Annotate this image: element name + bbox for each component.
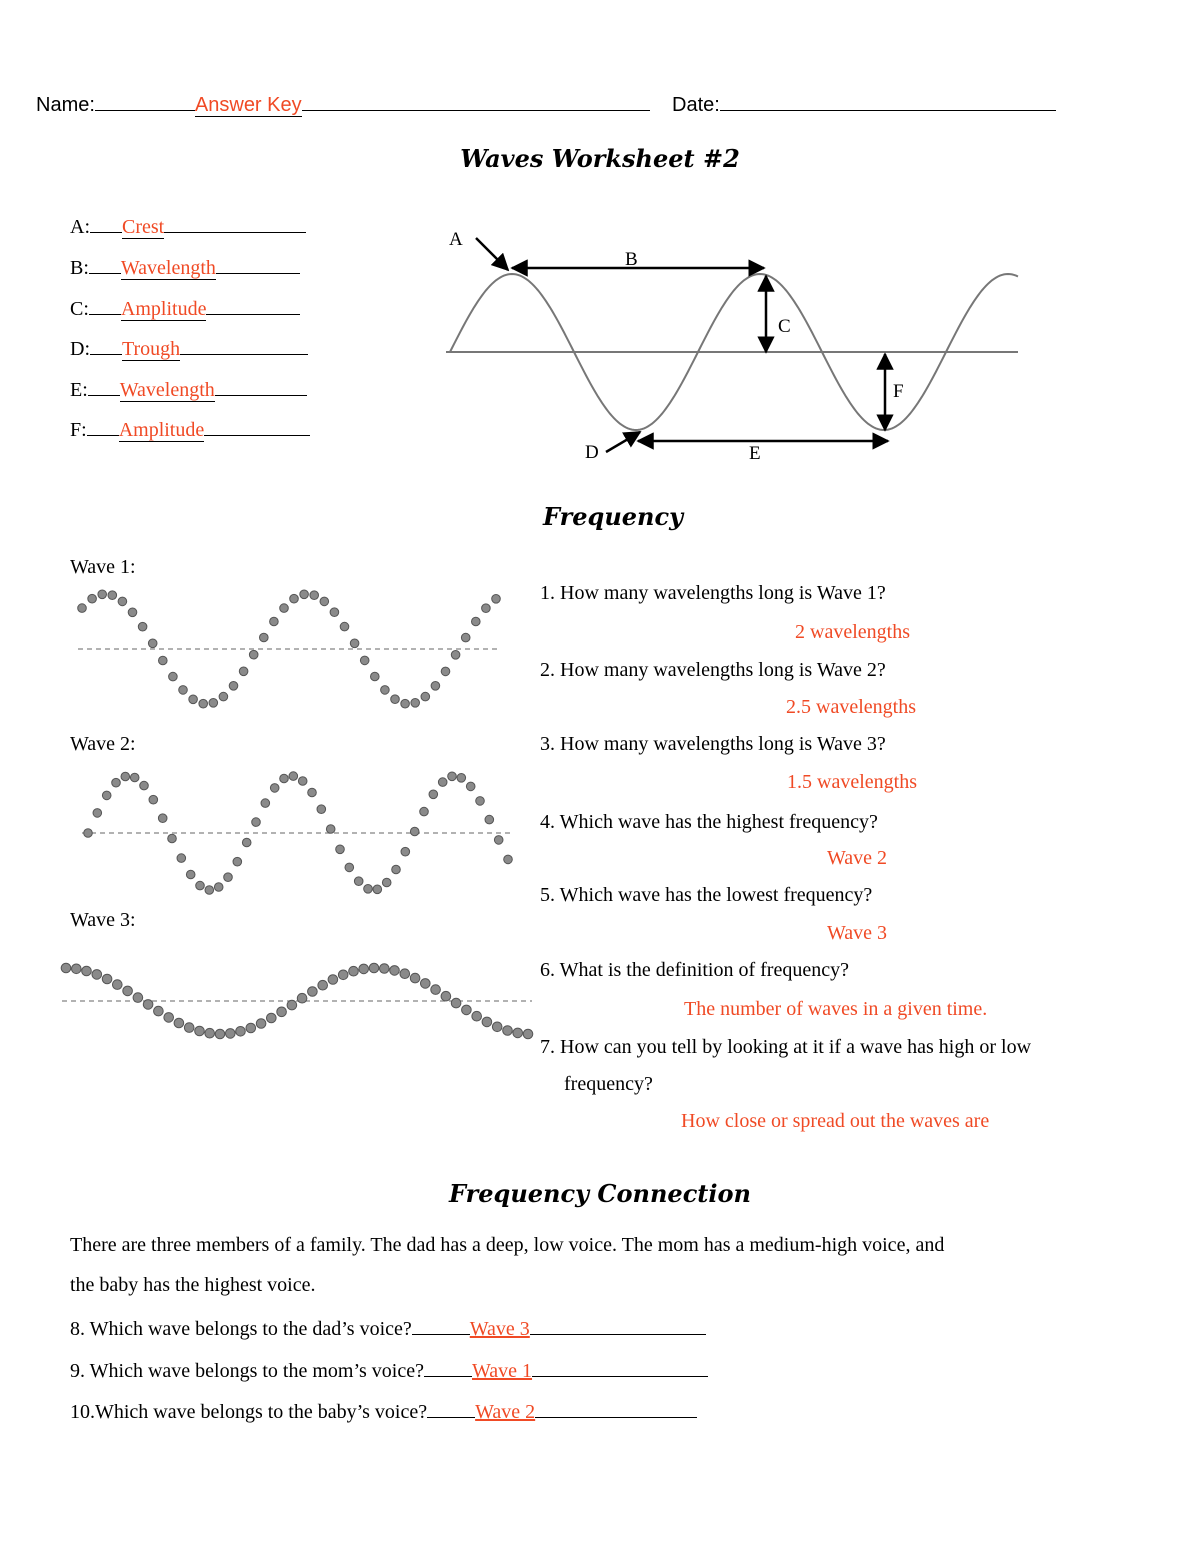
wave-bead <box>93 809 102 818</box>
wave-bead <box>260 633 269 642</box>
wave-bead <box>277 1007 287 1017</box>
wave-bead <box>168 834 177 843</box>
wave-bead <box>138 622 147 631</box>
wave-bead <box>229 682 238 691</box>
wave-bead <box>523 1029 533 1039</box>
wave-bead <box>466 782 475 791</box>
wave-bead <box>189 695 198 704</box>
label-f: F <box>893 381 904 402</box>
wave-bead <box>133 993 143 1003</box>
wave-bead <box>328 975 338 985</box>
wave-bead <box>482 1017 492 1027</box>
wave-bead <box>472 1011 482 1021</box>
wave-bead <box>338 970 348 980</box>
answer-4: Wave 2 <box>827 847 888 869</box>
wave-bead <box>349 966 359 976</box>
wave-bead <box>158 814 167 823</box>
part-letter: B: <box>70 257 89 279</box>
wave-bead <box>270 784 279 793</box>
wave-bead <box>382 878 391 887</box>
wave-bead <box>236 1027 246 1037</box>
wave-bead <box>252 818 261 827</box>
wave-bead <box>280 774 289 783</box>
wave-bead <box>431 682 440 691</box>
wave-bead <box>317 805 326 814</box>
wave-bead <box>441 991 451 1001</box>
date-label: Date: <box>672 94 720 116</box>
question-6: 6. What is the definition of frequency? <box>540 959 849 981</box>
wave-bead <box>233 857 242 866</box>
wave-bead <box>287 1000 297 1010</box>
wave-bead <box>373 885 382 894</box>
wave-bead <box>148 639 157 648</box>
answer-7: How close or spread out the waves are <box>681 1110 990 1132</box>
wave-bead <box>381 686 390 695</box>
wave-bead <box>336 845 345 854</box>
wave-bead <box>411 699 420 708</box>
wave-bead <box>72 964 82 974</box>
wave-bead <box>102 974 112 984</box>
wave-bead <box>143 1000 153 1010</box>
wave-bead <box>401 699 410 708</box>
wave-bead <box>224 873 233 882</box>
wave-bead <box>92 970 102 980</box>
question-3: 3. How many wavelengths long is Wave 3? <box>540 733 886 755</box>
wave-bead <box>354 877 363 886</box>
wave-bead <box>289 772 298 781</box>
answer-2: 2.5 wavelengths <box>786 696 916 718</box>
wave-bead <box>102 791 111 800</box>
answer-3: 1.5 wavelengths <box>787 771 917 793</box>
part-answer: Wavelength <box>120 257 216 279</box>
worksheet-title: Waves Worksheet #2 <box>460 144 740 173</box>
wave-bead <box>214 883 223 892</box>
wave-bead <box>149 795 158 804</box>
wave-bead <box>123 986 133 996</box>
connection-answer: Wave 3 <box>469 1318 530 1340</box>
wave-bead <box>209 699 218 708</box>
wave-bead <box>300 590 309 599</box>
wave-bead <box>195 1026 205 1036</box>
wave-bead <box>140 781 149 790</box>
connection-answer: Wave 1 <box>472 1360 533 1382</box>
wave-bead <box>441 667 450 676</box>
wave-bead <box>196 881 205 890</box>
wave-bead <box>121 772 130 781</box>
wave-bead <box>485 815 494 824</box>
wave-bead <box>239 667 248 676</box>
wave-bead <box>249 650 258 659</box>
wave-bead <box>326 825 335 834</box>
part-letter: D: <box>70 338 90 360</box>
wave-bead <box>438 778 447 787</box>
wave-bead <box>118 597 127 606</box>
wave-bead <box>261 799 270 808</box>
wave-bead <box>400 969 410 979</box>
wave-bead <box>310 591 319 600</box>
wave-bead <box>472 617 481 626</box>
wave-bead <box>462 1005 472 1015</box>
label-d: D <box>585 442 599 463</box>
wave-bead <box>308 788 317 797</box>
wave-bead <box>84 829 93 838</box>
wave-bead <box>492 1022 502 1032</box>
answer-1: 2 wavelengths <box>795 621 910 643</box>
part-answer: Trough <box>122 338 181 360</box>
wave-bead <box>267 1013 277 1023</box>
wave-bead <box>61 963 71 973</box>
wave-bead <box>330 608 339 617</box>
wave-bead <box>380 964 390 974</box>
wave-bead <box>494 836 503 845</box>
wave-bead <box>360 656 369 665</box>
wave-bead <box>82 966 92 976</box>
wave-bead <box>401 847 410 856</box>
wave-bead <box>159 656 168 665</box>
wave-bead <box>350 639 359 648</box>
wave-bead <box>492 595 501 604</box>
label-b: B <box>625 249 638 270</box>
part-letter: E: <box>70 379 88 401</box>
question-7-cont: frequency? <box>564 1073 653 1095</box>
connection-item-9: 9. Which wave belongs to the mom’s voice? Wave 1 <box>70 1356 708 1383</box>
wave-bead <box>429 790 438 799</box>
wave-bead <box>164 1013 174 1023</box>
wave-bead <box>112 778 121 787</box>
wave-bead <box>290 594 299 603</box>
wave-bead <box>256 1019 266 1029</box>
wave-bead <box>108 591 117 600</box>
part-letter: C: <box>70 298 89 320</box>
wave-bead <box>420 807 429 816</box>
wave-bead <box>410 827 419 836</box>
question-1: 1. How many wavelengths long is Wave 1? <box>540 582 886 604</box>
wave-bead <box>205 886 214 895</box>
wave-bead <box>98 590 107 599</box>
wave-bead <box>199 699 208 708</box>
wave-bead <box>340 622 349 631</box>
wave-2-label: Wave 2: <box>70 733 136 755</box>
question-7: 7. How can you tell by looking at it if a wave has high or low <box>540 1036 1032 1058</box>
part-letter: A: <box>70 216 90 238</box>
wave-bead <box>391 695 400 704</box>
wave-bead <box>113 980 123 990</box>
wave-bead <box>280 604 289 613</box>
name-value: Answer Key <box>194 94 302 116</box>
wave-bead <box>513 1028 523 1038</box>
wave-bead <box>359 964 369 974</box>
wave-bead <box>177 854 186 863</box>
part-answer: Wavelength <box>119 379 215 401</box>
label-c: C <box>778 316 791 337</box>
wave-bead <box>246 1023 256 1033</box>
question-4: 4. Which wave has the highest frequency? <box>540 811 878 833</box>
part-letter: F: <box>70 419 87 441</box>
wave-bead <box>476 797 485 806</box>
part-answer: Amplitude <box>120 298 207 320</box>
wave-bead <box>451 998 461 1008</box>
wave-bead <box>270 617 279 626</box>
wave-bead <box>457 774 466 783</box>
wave-bead <box>78 604 87 613</box>
answer-5: Wave 3 <box>827 922 888 944</box>
frequency-title: Frequency <box>543 502 684 531</box>
wave-bead <box>431 985 441 995</box>
wave-bead <box>410 973 420 983</box>
label-e: E <box>749 443 761 464</box>
wave-bead <box>318 980 328 990</box>
connection-intro-1: There are three members of a family. The dad has a deep, low voice. The mom has a medium-high voice, and <box>70 1234 945 1256</box>
wave-bead <box>421 979 431 989</box>
wave-bead <box>392 865 401 874</box>
wave-bead <box>184 1023 194 1033</box>
wave-bead <box>154 1006 164 1016</box>
wave-bead <box>186 870 195 879</box>
wave-bead <box>215 1029 225 1039</box>
wave-bead <box>371 672 380 681</box>
answer-6: The number of waves in a given time. <box>684 998 988 1020</box>
wave-1-label: Wave 1: <box>70 556 136 578</box>
part-answer: Crest <box>122 216 165 238</box>
wave-bead <box>88 594 97 603</box>
part-answer: Amplitude <box>118 419 205 441</box>
wave-bead <box>128 608 137 617</box>
wave-bead <box>369 963 379 973</box>
wave-bead <box>390 966 400 976</box>
wave-bead <box>130 773 139 782</box>
wave-3-label: Wave 3: <box>70 909 136 931</box>
wave-bead <box>226 1029 236 1039</box>
wave-bead <box>504 855 513 864</box>
wave-bead <box>179 686 188 695</box>
connection-item-8: 8. Which wave belongs to the dad’s voice? Wave 3 <box>70 1314 706 1341</box>
wave-bead <box>219 692 228 701</box>
connection-item-10: 10.Which wave belongs to the baby’s voice? Wave 2 <box>70 1397 697 1424</box>
wave-bead <box>174 1018 184 1028</box>
wave-bead <box>421 692 430 701</box>
wave-bead <box>205 1028 215 1038</box>
connection-intro-2: the baby has the highest voice. <box>70 1274 316 1296</box>
wave-bead <box>448 772 457 781</box>
wave-bead <box>503 1026 513 1036</box>
question-2: 2. How many wavelengths long is Wave 2? <box>540 659 886 681</box>
wave-bead <box>242 838 251 847</box>
question-5: 5. Which wave has the lowest frequency? <box>540 884 873 906</box>
wave-bead <box>298 777 307 786</box>
wave-bead <box>308 987 318 997</box>
name-label: Name: <box>36 94 95 116</box>
connection-answer: Wave 2 <box>475 1401 536 1423</box>
wave-bead <box>297 993 307 1003</box>
wave-bead <box>451 651 460 660</box>
wave-bead <box>320 597 329 606</box>
connection-title: Frequency Connection <box>449 1179 751 1208</box>
wave-bead <box>461 633 470 642</box>
wave-bead <box>345 863 354 872</box>
wave-bead <box>169 672 178 681</box>
wave-bead <box>482 604 491 613</box>
label-a: A <box>449 229 463 250</box>
wave-bead <box>364 885 373 894</box>
